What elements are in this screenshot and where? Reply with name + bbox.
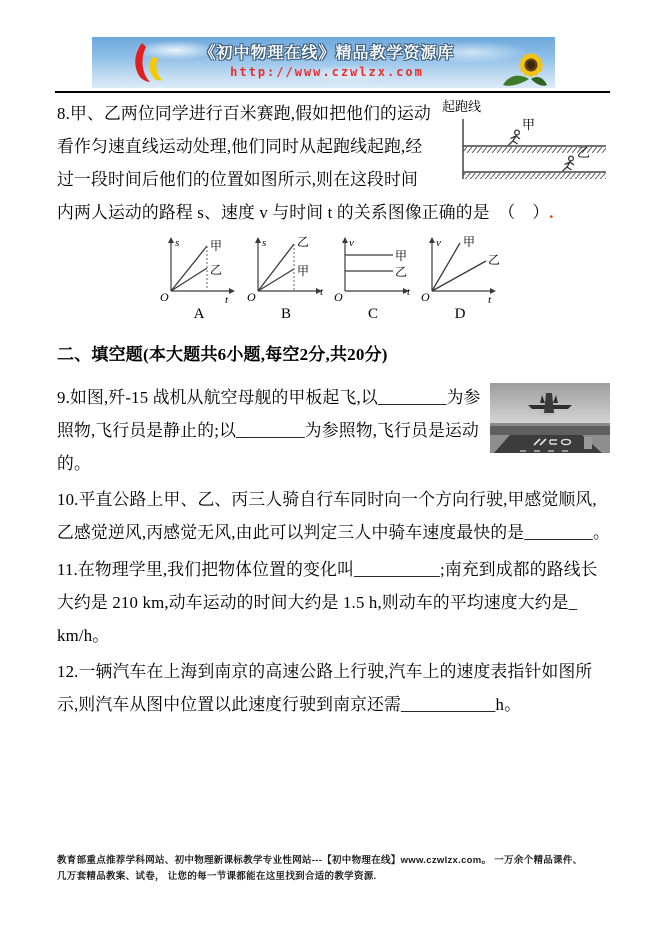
graph-a-y-axis-label: s xyxy=(175,237,180,249)
page-footer xyxy=(57,853,609,885)
graph-d-letter: D xyxy=(454,306,466,322)
graph-b-line1-label: 乙 xyxy=(297,235,310,249)
start-line-label: 起跑线 xyxy=(442,99,482,114)
q11-text xyxy=(57,553,610,652)
question-11 xyxy=(57,553,610,652)
question-10 xyxy=(57,483,610,549)
q8-period: . xyxy=(549,203,554,222)
q12-text: 12.一辆汽车在上海到南京的高速公路上行驶,汽车上的速度表指针如图所示,则汽车从图中位置以此速度行驶到南京还需___________h。 xyxy=(57,662,593,714)
footer-line1: 教育部重点推荐学科网站、初中物理新课标教学专业性网站---【初中物理在线】www.czwlzx.com。 一万余个精品课件、 xyxy=(57,855,583,866)
graph-option-b xyxy=(244,233,328,322)
graph-b-origin-label: O xyxy=(247,290,256,303)
graph-c-letter: C xyxy=(367,306,378,322)
graph-d-x-axis-label: t xyxy=(488,294,492,303)
runner-jia-label: 甲 xyxy=(522,117,536,132)
site-logo-icon xyxy=(128,41,168,85)
runner-yi-icon xyxy=(563,156,575,171)
banner-text xyxy=(182,40,472,79)
question-12 xyxy=(57,655,610,721)
q8-option-graphs xyxy=(157,233,503,322)
graph-a-origin-label: O xyxy=(160,290,169,303)
q8-text-main: 8.甲、乙两位同学进行百米赛跑,假如把他们的运动看作匀速直线运动处理,他们同时从起跑线起跑,经过一段时间后他们的位置如图所示,则在这段时间内两人运动的路程 s、速度 v 与时间 t 的关系图像正确的是 （ ） xyxy=(57,104,550,222)
graph-d-origin-label: O xyxy=(421,290,430,303)
banner-title: 《初中物理在线》精品教学资源库 xyxy=(199,45,455,62)
graph-a-x-axis-label: t xyxy=(225,294,229,303)
runner-yi-label: 乙 xyxy=(577,145,591,160)
graph-c-y-axis-label: v xyxy=(349,237,354,249)
q8-race-diagram xyxy=(442,99,610,187)
q11-text-unit: km/h。 xyxy=(57,626,110,645)
graph-c-origin-label: O xyxy=(334,290,343,303)
graph-b-letter: B xyxy=(280,306,291,322)
runner-jia-icon xyxy=(509,130,521,145)
content xyxy=(57,97,610,721)
banner-url[interactable]: http://www.czwlzx.com xyxy=(230,65,424,79)
footer-line2: 几万套精品教案、试卷， 让您的每一节课都能在这里找到合适的教学资源. xyxy=(57,871,377,882)
site-banner xyxy=(92,37,555,88)
section-2-heading: 二、填空题(本大题共6小题,每空2分,共20分) xyxy=(57,345,388,364)
jet-photo xyxy=(490,383,610,453)
question-8 xyxy=(57,97,610,322)
graph-b-x-axis-label: t xyxy=(320,286,324,298)
graph-d-line2-label: 乙 xyxy=(488,253,501,267)
graph-c-line1-label: 甲 xyxy=(395,249,408,263)
graph-c-x-axis-label: t xyxy=(407,286,411,298)
graph-b-line2-label: 甲 xyxy=(297,264,310,278)
q11-text-line: 11.在物理学里,我们把物体位置的变化叫__________;南充到成都的路线长大约是 210 km,动车运动的时间大约是 1.5 h,则动车的平均速度大约是_ xyxy=(57,560,598,612)
graph-d-y-axis-label: v xyxy=(436,237,441,249)
question-9 xyxy=(57,381,610,480)
graph-option-a xyxy=(157,233,241,322)
graph-d-line1-label: 甲 xyxy=(463,235,476,249)
q10-text: 10.平直公路上甲、乙、丙三人骑自行车同时向一个方向行驶,甲感觉顺风,乙感觉逆风,丙感觉无风,由此可以判定三人中骑车速度最快的是________。 xyxy=(57,490,610,542)
q9-text: 9.如图,歼-15 战机从航空母舰的甲板起飞,以________为参照物,飞行员是静止的;以________为参照物,飞行员是运动的。 xyxy=(57,388,481,473)
graph-a-letter: A xyxy=(193,306,205,322)
graph-c-line2-label: 乙 xyxy=(395,265,408,279)
graph-option-d xyxy=(418,233,502,322)
sunflower-icon xyxy=(495,45,553,87)
graph-a-line2-label: 乙 xyxy=(210,263,223,277)
graph-b-y-axis-label: s xyxy=(262,237,267,249)
header-divider xyxy=(55,91,610,93)
graph-option-c xyxy=(331,233,415,322)
graph-a-line1-label: 甲 xyxy=(210,239,223,253)
